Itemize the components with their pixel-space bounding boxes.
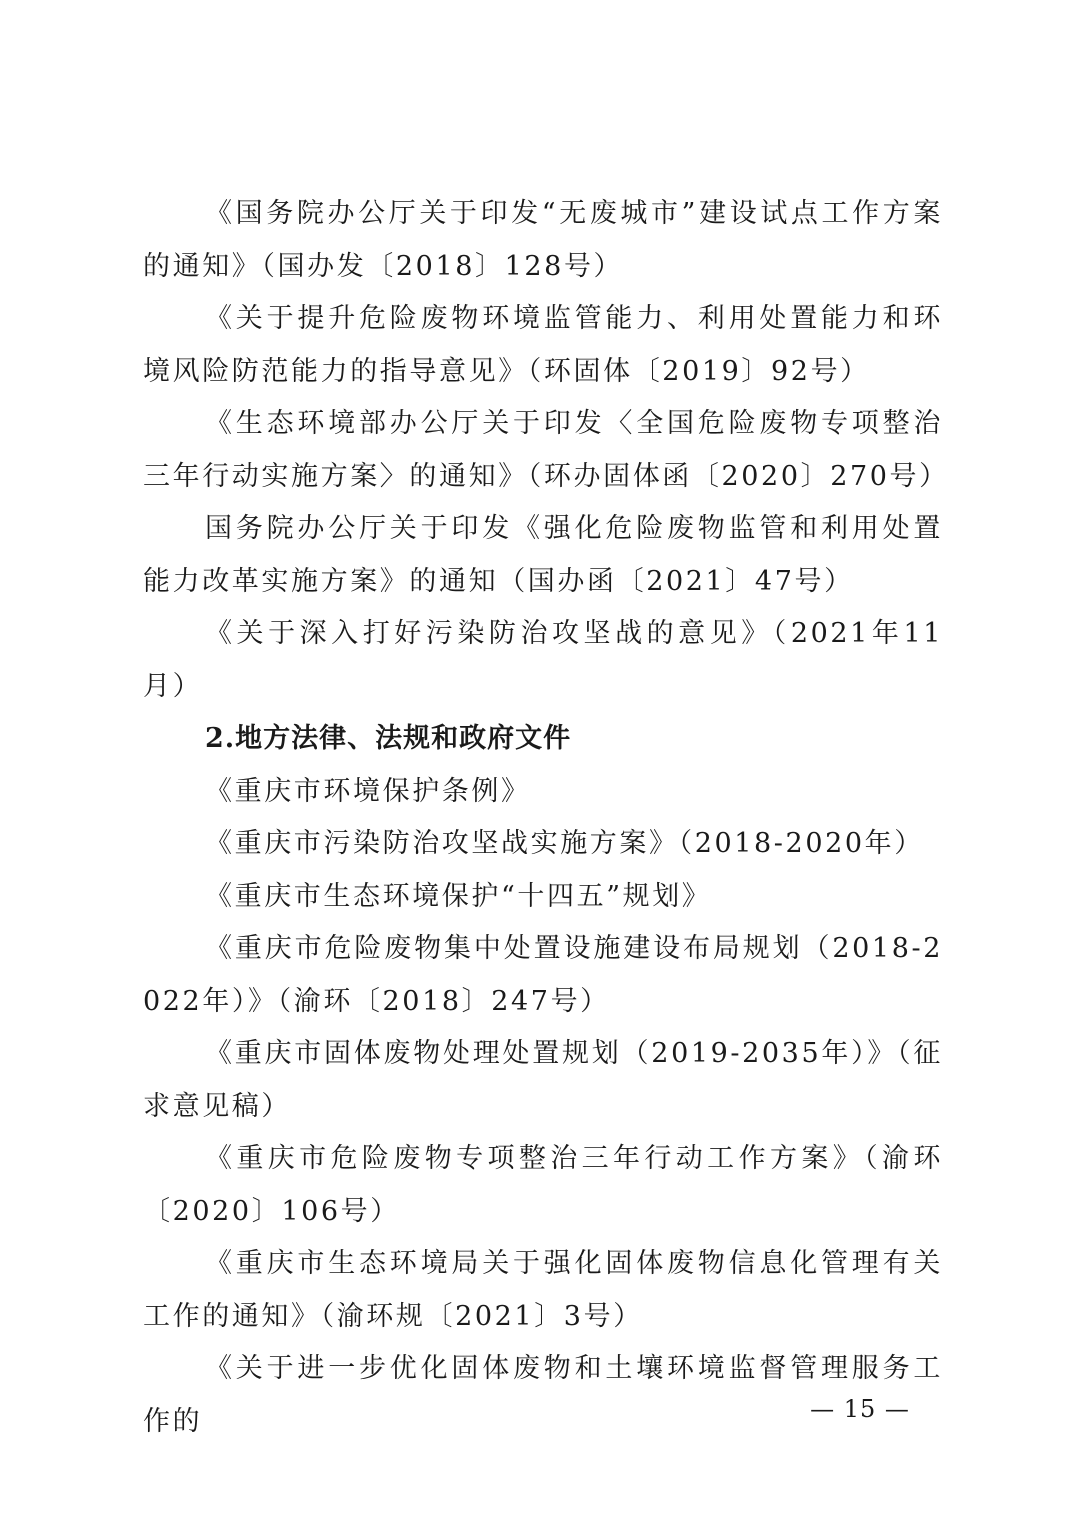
list-item: 《重庆市生态环境局关于强化固体废物信息化管理有关工作的通知》（渝环规〔2021〕3号） xyxy=(143,1248,943,1332)
section-heading: 2.地方法律、法规和政府文件 xyxy=(205,723,572,754)
list-item: 《重庆市环境保护条例》 xyxy=(205,775,531,807)
list-item: 《重庆市危险废物专项整治三年行动工作方案》（渝环〔2020〕106号） xyxy=(143,1143,943,1227)
list-item: 《重庆市生态环境保护“十四五”规划》 xyxy=(205,880,712,912)
list-item: 《重庆市固体废物处理处置规划（2019-2035年）》（征求意见稿） xyxy=(143,1038,943,1122)
paragraph-reform-plan: 国务院办公厅关于印发《强化危险废物监管和利用处置能力改革实施方案》的通知（国办函〔2021〕47号） xyxy=(143,513,943,597)
page-number: — 15 — xyxy=(810,1395,910,1423)
list-item: 《重庆市危险废物集中处置设施建设布局规划（2018-2022年）》（渝环〔2018〕247号） xyxy=(143,933,943,1017)
paragraph-three-year-action: 《生态环境部办公厅关于印发〈全国危险废物专项整治三年行动实施方案〉的通知》（环办固体函〔2020〕270号） xyxy=(143,408,949,492)
list-item: 《关于进一步优化固体废物和土壤环境监督管理服务工作的 xyxy=(143,1353,943,1437)
document-body xyxy=(143,188,949,1448)
paragraph-pollution-opinion: 《关于深入打好污染防治攻坚战的意见》（2021年11月） xyxy=(143,618,943,702)
paragraph-no-waste-city: 《国务院办公厅关于印发“无废城市”建设试点工作方案的通知》（国办发〔2018〕128号） xyxy=(143,198,943,282)
list-item: 《重庆市污染防治攻坚战实施方案》（2018-2020年） xyxy=(205,828,924,859)
paragraph-hazardous-waste-guidance: 《关于提升危险废物环境监管能力、利用处置能力和环境风险防范能力的指导意见》（环固体〔2019〕92号） xyxy=(143,303,943,387)
